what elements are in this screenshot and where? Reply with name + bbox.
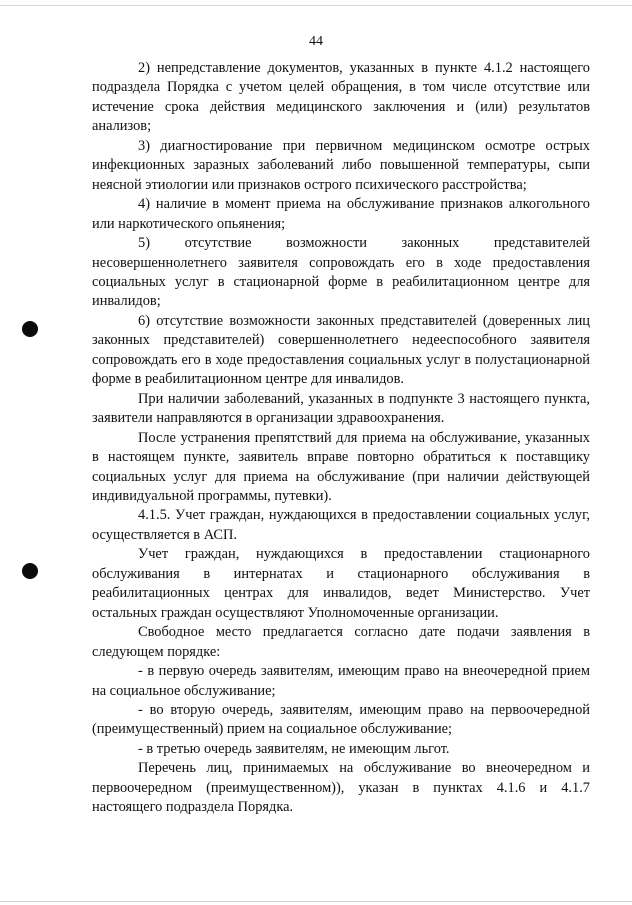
paragraph-reapplication: После устранения препятствий для приема на обслуживание, указанных в настоящем пункте, заявитель вправе повторно обратиться к поставщику социальных услуг для приема на обслуживание (при наличии действующей индивидуальной программы, путевки). [92, 429, 590, 504]
paragraph-priority-second: - во вторую очередь, заявителям, имеющим право на первоочередной (преимущественный) прием на социальное обслуживание; [92, 701, 590, 738]
paragraph-item-4: 4) наличие в момент приема на обслуживание признаков алкогольного или наркотического опьянения; [92, 196, 590, 232]
paragraph-item-5: 5) отсутствие возможности законных представителей несовершеннолетнего заявителя сопровождать его в ходе предоставления социальных услуг в стационарной форме в реабилитационном центре для инвалидов; [92, 235, 590, 310]
punch-hole-lower [22, 563, 38, 579]
paragraph-item-6: 6) отсутствие возможности законных представителей (доверенных лиц законных представителей) совершеннолетнего недееспособного заявителя сопровождать его в ходе предоставления социальных услуг в полустационарной форме в реабилитационном центре для инвалидов. [92, 312, 590, 388]
scan-bottom-edge [0, 901, 632, 902]
paragraph-registration: Учет граждан, нуждающихся в предоставлении стационарного обслуживания в интернатах и стационарного обслуживания в реабилитационных центрах для инвалидов, ведет Министерство. Учет остальных граждан осуществляют Уполномоченные организации. [92, 546, 590, 621]
paragraph-health-referral: При наличии заболеваний, указанных в подпункте 3 настоящего пункта, заявители направляются в организации здравоохранения. [92, 390, 590, 427]
paragraph-item-2: 2) непредставление документов, указанных в пункте 4.1.2 настоящего подраздела Порядка с учетом целей обращения, в том числе отсутствие или истечение срока действия медицинского заключения и (или) результатов анализов; [92, 60, 590, 135]
paragraph-item-3: 3) диагностирование при первичном медицинском осмотре острых инфекционных заразных заболеваний либо повышенной температуры, сыпи неясной этиологии или признаков острого психического расстройства; [92, 137, 590, 193]
paragraph-priority-first: - в первую очередь заявителям, имеющим право на внеочередной прием на социальное обслуживание; [92, 663, 590, 699]
paragraph-reference: Перечень лиц, принимаемых на обслуживание во внеочередном и первоочередном (преимущественном)), указан в пунктах 4.1.6 и 4.1.7 настоящего подраздела Порядка. [92, 760, 590, 816]
paragraph-priority-third: - в третью очередь заявителям, не имеющим льгот. [138, 740, 450, 757]
scan-top-edge [0, 5, 632, 6]
paragraph-vacancy-order: Свободное место предлагается согласно дате подачи заявления в следующем порядке: [92, 624, 590, 660]
punch-hole-upper [22, 321, 38, 337]
paragraph-section-4-1-5: 4.1.5. Учет граждан, нуждающихся в предоставлении социальных услуг, осуществляется в АСП. [92, 507, 590, 543]
document-body [92, 59, 590, 818]
page-number: 44 [309, 34, 323, 49]
